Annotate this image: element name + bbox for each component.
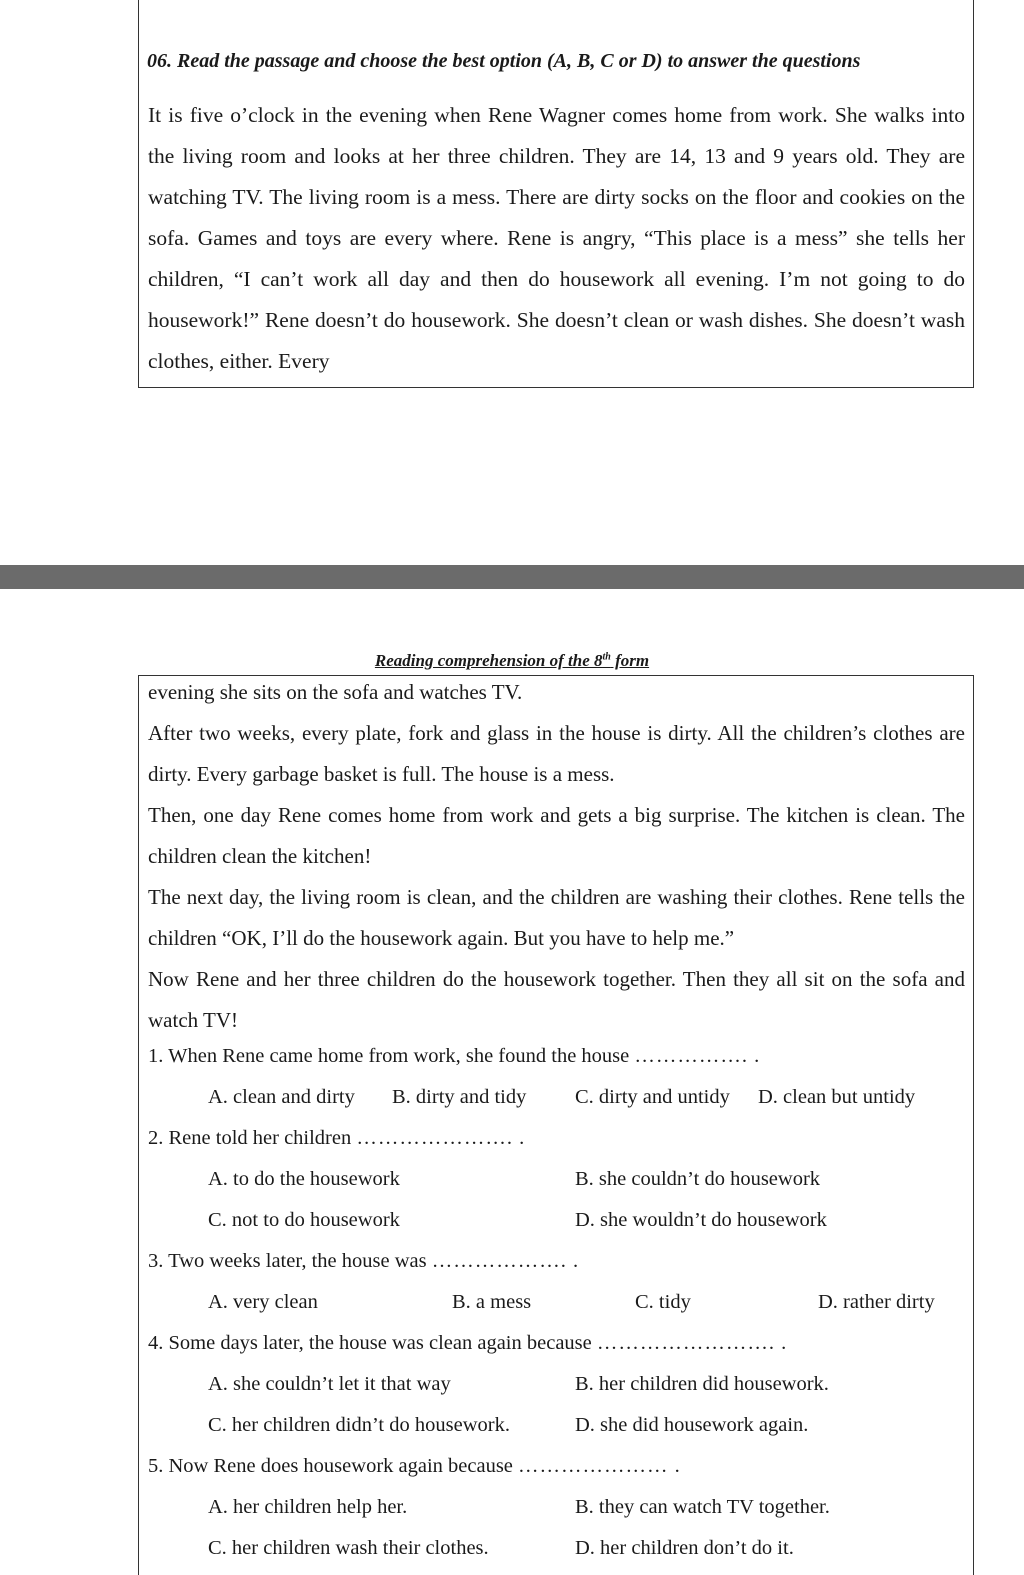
question-4: [148, 1323, 965, 1364]
option-d[interactable]: D. she did housework again.: [575, 1414, 809, 1436]
page-header-text: Reading comprehension of the 8: [374, 651, 603, 670]
question-1-options: [148, 1077, 965, 1118]
question-5-options-row-2: [148, 1528, 965, 1569]
passage-paragraph: The next day, the living room is clean, and the children are washing their clothes. Rene tells the children “OK, I’ll do the housework again. But you have to help me.”: [148, 885, 965, 950]
exercise-heading: 06. Read the passage and choose the best option (A, B, C or D) to answer the questions: [147, 50, 861, 72]
option-c[interactable]: C. not to do housework: [208, 1209, 400, 1231]
answer-blank: ………………… .: [518, 1455, 681, 1477]
passage-part-2: [148, 672, 965, 1041]
option-a[interactable]: A. clean and dirty: [208, 1086, 355, 1108]
question-stem: 4. Some days later, the house was clean again because: [148, 1332, 592, 1354]
option-d[interactable]: D. she wouldn’t do housework: [575, 1209, 827, 1231]
question-3-options: [148, 1282, 965, 1323]
option-a[interactable]: A. to do the housework: [208, 1168, 400, 1190]
question-stem: 1. When Rene came home from work, she found the house: [148, 1045, 630, 1067]
question-4-options-row-1: [148, 1364, 965, 1405]
page-header-form: form: [610, 651, 650, 670]
option-a[interactable]: A. she couldn’t let it that way: [208, 1373, 451, 1395]
answer-blank: ………………. .: [431, 1250, 580, 1272]
passage-paragraph: After two weeks, every plate, fork and glass in the house is dirty. All the children’s clothes are dirty. Every garbage basket is full. The house is a mess.: [148, 721, 965, 786]
option-b[interactable]: B. dirty and tidy: [392, 1086, 527, 1108]
option-b[interactable]: B. they can watch TV together.: [575, 1496, 830, 1518]
option-b[interactable]: B. she couldn’t do housework: [575, 1168, 821, 1190]
option-b[interactable]: B. a mess: [452, 1291, 532, 1313]
option-c[interactable]: C. dirty and untidy: [575, 1086, 730, 1108]
option-d[interactable]: D. her children don’t do it.: [575, 1537, 794, 1559]
question-1: [148, 1036, 965, 1077]
option-d[interactable]: D. clean but untidy: [758, 1086, 916, 1108]
question-5: [148, 1446, 965, 1487]
option-b[interactable]: B. her children did housework.: [575, 1373, 829, 1395]
answer-blank: ……………. .: [634, 1045, 761, 1067]
question-4-options-row-2: [148, 1405, 965, 1446]
page-divider: [0, 565, 1024, 589]
option-a[interactable]: A. very clean: [208, 1291, 318, 1313]
question-2-options-row-2: [148, 1200, 965, 1241]
questions-list: [148, 1036, 965, 1569]
passage-paragraph: Now Rene and her three children do the housework together. Then they all sit on the sofa and watch TV!: [148, 967, 965, 1032]
option-c[interactable]: C. tidy: [635, 1291, 691, 1313]
option-d[interactable]: D. rather dirty: [818, 1291, 935, 1313]
page-header: [0, 651, 1024, 671]
answer-blank: ……………………. .: [596, 1332, 788, 1354]
option-a[interactable]: A. her children help her.: [208, 1496, 408, 1518]
question-2: [148, 1118, 965, 1159]
page-header-sup: th: [602, 651, 611, 663]
option-c[interactable]: C. her children wash their clothes.: [208, 1537, 489, 1559]
question-2-options-row-1: [148, 1159, 965, 1200]
question-stem: 2. Rene told her children: [148, 1127, 352, 1149]
option-c[interactable]: C. her children didn’t do housework.: [208, 1414, 510, 1436]
question-stem: 3. Two weeks later, the house was: [148, 1250, 427, 1272]
passage-paragraph: evening she sits on the sofa and watches TV.: [148, 680, 523, 704]
passage-paragraph: Then, one day Rene comes home from work and gets a big surprise. The kitchen is clean. The children clean the kitchen!: [148, 803, 965, 868]
answer-blank: …………………. .: [356, 1127, 526, 1149]
passage-part-1: It is five o’clock in the evening when Rene Wagner comes home from work. She walks into the living room and looks at her three children. They are 14, 13 and 9 years old. They are watching TV. The living room is a mess. There are dirty socks on the floor and cookies on the sofa. Games and toys are every where. Rene is angry, “This place is a mess” she tells her children, “I can’t work all day and then do housework all evening. I’m not going to do housework!” Rene doesn’t do housework. She doesn’t clean or wash dishes. She doesn’t wash clothes, either. Every: [148, 103, 965, 373]
question-3: [148, 1241, 965, 1282]
question-5-options-row-1: [148, 1487, 965, 1528]
question-stem: 5. Now Rene does housework again because: [148, 1455, 513, 1477]
